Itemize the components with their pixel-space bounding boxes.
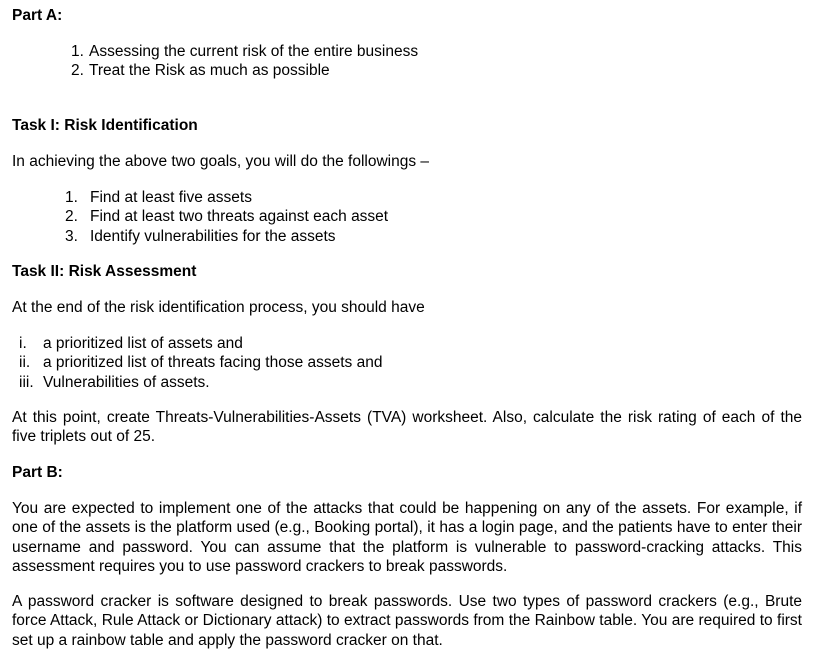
task-1-intro: In achieving the above two goals, you will do the followings – (12, 153, 430, 170)
part-a-goals-list (71, 42, 418, 81)
part-b-heading: Part B: (12, 464, 63, 481)
tva-paragraph: At this point, create Threats-Vulnerabilities-Assets (TVA) worksheet. Also, calculate the risk rating of each of the five triplets out of 25. (12, 409, 802, 446)
list-item: iii. Vulnerabilities of assets. (19, 373, 210, 391)
list-item: 1. Assessing the current risk of the entire business (71, 43, 419, 60)
part-b-paragraph-2: A password cracker is software designed to break passwords. Use two types of password crackers (e.g., Brute force Attack, Rule Attack or Dictionary attack) to extract passwords from the Rainbow table. You are required to first set up a rainbow table and apply the password cracker on that. (12, 593, 802, 649)
part-a-heading: Part A: (12, 7, 63, 24)
task-2-list (19, 334, 382, 392)
task-2-intro: At the end of the risk identification process, you should have (12, 299, 425, 316)
list-item: ii. a prioritized list of threats facing those assets and (19, 354, 383, 372)
task-1-heading: Task I: Risk Identification (12, 117, 198, 134)
list-item: 2. Find at least two threats against each asset (65, 208, 389, 226)
list-item: 3. Identify vulnerabilities for the assets (65, 227, 336, 245)
task-2-heading: Task II: Risk Assessment (12, 263, 197, 280)
list-item: i. a prioritized list of assets and (19, 335, 243, 352)
list-item: 1. Find at least five assets (65, 189, 252, 206)
task-1-list (65, 188, 388, 246)
part-b-paragraph-1: You are expected to implement one of the attacks that could be happening on any of the assets. For example, if one of the assets is the platform used (e.g., Booking portal), it has a login page, and the patients have to enter their username and password. You can assume that the platform is vulnerable to password-cracking attacks. This assessment requires you to use password crackers to break passwords. (12, 500, 802, 575)
list-item: 2. Treat the Risk as much as possible (71, 62, 330, 80)
